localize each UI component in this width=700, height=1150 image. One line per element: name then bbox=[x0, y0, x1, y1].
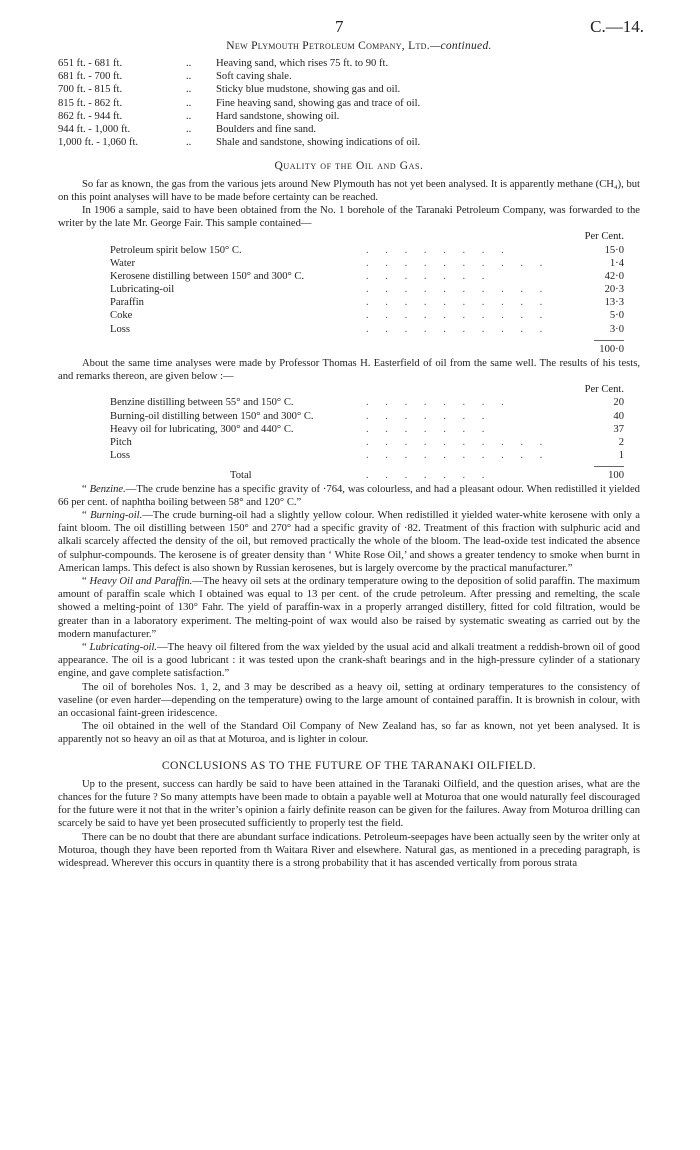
paragraph-standard-oil: The oil obtained in the well of the Standard Oil Company of New Zealand has, so far as known, not yet been analysed. It is apparently not so heavy an oil as that at Moturoa, and is lighter in colour. bbox=[58, 721, 640, 746]
per-cent-header: Per Cent. bbox=[584, 384, 624, 396]
table-header-row bbox=[110, 383, 624, 396]
table-row: Coke . . . . . . . . . . 5·0 bbox=[110, 310, 624, 322]
section-title-quality: Quality of the Oil and Gas. bbox=[274, 160, 424, 173]
table-row: Kerosene distilling between 150° and 300° C. . . . . . . . 42·0 bbox=[110, 270, 624, 282]
table-row: Lubricating-oil . . . . . . . . . . 20·3 bbox=[110, 284, 624, 296]
paper-reference: C.—14. bbox=[590, 17, 644, 36]
table-row: Water . . . . . . . . . . 1·4 bbox=[110, 257, 624, 269]
conclusions-heading: CONCLUSIONS AS TO THE FUTURE OF THE TARANAKI OILFIELD. bbox=[161, 758, 537, 772]
analysis-table-1 bbox=[110, 230, 624, 357]
paragraph-up-to-present: Up to the present, success can hardly be said to have been attained in the Taranaki Oilfield, and the question arises, what are the chances for the future ? So many attempts have been made to obtain a payable well at Moturoa that one would naturally feel discouraged for the future were it not that in the writer’s opinion a fairly definite reason can be given for the failures. Away from Moturoa drilling can scarcely be said to have yet been prosecuted sufficiently to properly test the field. bbox=[58, 778, 640, 830]
company-name: New Plymouth Petroleum Company, Ltd. bbox=[226, 40, 430, 52]
strata-row: 815 ft. - 862 ft. .. Fine heaving sand, showing gas and trace of oil. bbox=[58, 97, 421, 109]
table-row: Petroleum spirit below 150° C. . . . . . . . . 15·0 bbox=[110, 244, 624, 256]
strata-row: 1,000 ft. - 1,060 ft. .. Shale and sandstone, showing indications of oil. bbox=[58, 137, 421, 149]
table-row: Heavy oil for lubricating, 300° and 440° C. . . . . . . . 37 bbox=[110, 423, 624, 435]
paragraph-surface-indications: There can be no doubt that there are abundant surface indications. Petroleum-seepages have been actually seen by the writer only at Moturoa, though they have been reported from th Waitara River and elsewhere. Natural gas, as mentioned in a preceding paragraph, is widespread. Wherever this occurs in quantity there is a strong probability that it has ascended vertically from porous strata bbox=[58, 831, 641, 870]
table-total: 100·0 bbox=[599, 343, 624, 355]
paragraph-easterfield: About the same time analyses were made by Professor Thomas H. Easterfield of oil from the same well. The results of his tests, and remarks thereon, are given below :— bbox=[58, 357, 640, 383]
document-page bbox=[58, 0, 644, 870]
paragraph-boreholes: The oil of boreholes Nos. 1, 2, and 3 may be described as a heavy oil, setting at ordinary temperatures to the consistency of vaseline (or even harder—depending on the temperature) owing to the large amount of contained paraffin. It is brownish in colour, with an occasional faint-green iridescence. bbox=[58, 681, 640, 719]
page-number: 7 bbox=[335, 17, 344, 36]
total-rule bbox=[594, 340, 624, 341]
strata-list bbox=[58, 57, 640, 149]
table-row: Benzine distilling between 55° and 150° C. . . . . . . . . 20 bbox=[110, 397, 624, 409]
table-total-row: Total . . . . . . . 100 bbox=[230, 470, 624, 482]
company-heading bbox=[78, 40, 640, 56]
table-row: Paraffin . . . . . . . . . . 13·3 bbox=[110, 297, 624, 309]
continued-label: —continued. bbox=[429, 40, 492, 52]
strata-row: 651 ft. - 681 ft. .. Heaving sand, which rises 75 ft. to 90 ft. bbox=[58, 58, 389, 69]
strata-row: 700 ft. - 815 ft. .. Sticky blue mudstone, showing gas and oil. bbox=[58, 84, 401, 96]
strata-row: 862 ft. - 944 ft. .. Hard sandstone, showing oil. bbox=[58, 110, 340, 122]
table-row: Pitch . . . . . . . . . . 2 bbox=[110, 436, 624, 448]
table-row: Loss . . . . . . . . . . 1 bbox=[110, 450, 624, 462]
page-header bbox=[58, 0, 644, 40]
paragraph-lubricating-oil: “ Lubricating-oil.—The heavy oil filtered from the wax yielded by the usual acid and alkali treatment a reddish-brown oil of good appearance. The oil is a good lubricant : it was tested upon the crank-shaft bearings and in the high-pressure cylinder of a stationary engine, and gave complete satisfaction.” bbox=[58, 641, 640, 680]
per-cent-header: Per Cent. bbox=[584, 231, 624, 243]
strata-row: 944 ft. - 1,000 ft. .. Boulders and fine sand. bbox=[58, 123, 317, 135]
paragraph-1906-sample: In 1906 a sample, said to have been obtained from the No. 1 borehole of the Taranaki Petroleum Company, was forwarded to the writer by the late Mr. George Fair. This sample contained— bbox=[58, 204, 640, 230]
table-header-row bbox=[110, 230, 624, 243]
table-row: Burning-oil distilling between 150° and 300° C. . . . . . . . 40 bbox=[110, 410, 624, 422]
table-row: Loss . . . . . . . . . . 3·0 bbox=[110, 323, 624, 335]
paragraph-gas: So far as known, the gas from the various jets around New Plymouth has not yet been analysed. It is apparently methane (CH₄), but on this point analyses will have to be made before certainty can be reached. bbox=[58, 178, 640, 203]
paragraph-benzine: “ Benzine.—The crude benzine has a specific gravity of ·764, was colourless, and had a pleasant odour. When redistilled it yielded 66 per cent. of naphtha boiling between 58° and 120° C.” bbox=[58, 483, 640, 508]
analysis-table-2 bbox=[110, 383, 624, 482]
total-rule bbox=[594, 466, 624, 467]
paragraph-heavy-oil: “ Heavy Oil and Paraffin.—The heavy oil sets at the ordinary temperature owing to the deposition of solid paraffin. The maximum amount of paraffin scale which I obtained was equal to 13 per cent. of the crude petroleum. After pressing and remelting, the scale showed a melting-point of 130° Fahr. The yield of paraffin-wax in a properly arranged distillery, fitted for cold filtration, would be greater than in a laboratory experiment. The melting-point of wax would also be raised by systematic sweating as carried out by the modern manufacturer.” bbox=[58, 575, 640, 640]
paragraph-burning-oil: “ Burning-oil.—The crude burning-oil had a slightly yellow colour. When redistilled it yielded water-white kerosene with only a faint bloom. The oil distilling between 150° and 270° had a specific gravity of ·82. Treatment of this fraction with sulphuric acid and alkali scarcely affected the density of the oil, but removed practically the whole of the bloom. The lead-oxide test indicated the absence of sulphur-compounds. The kerosene is of greater density than ‘ White Rose Oil,’ and shows a greater tendency to smoke when burnt in American lamps. This defect is also shown by Russian kerosenes, but is largely overcome by the practical manufacturer.” bbox=[58, 509, 640, 574]
strata-row: 681 ft. - 700 ft. .. Soft caving shale. bbox=[58, 71, 292, 83]
